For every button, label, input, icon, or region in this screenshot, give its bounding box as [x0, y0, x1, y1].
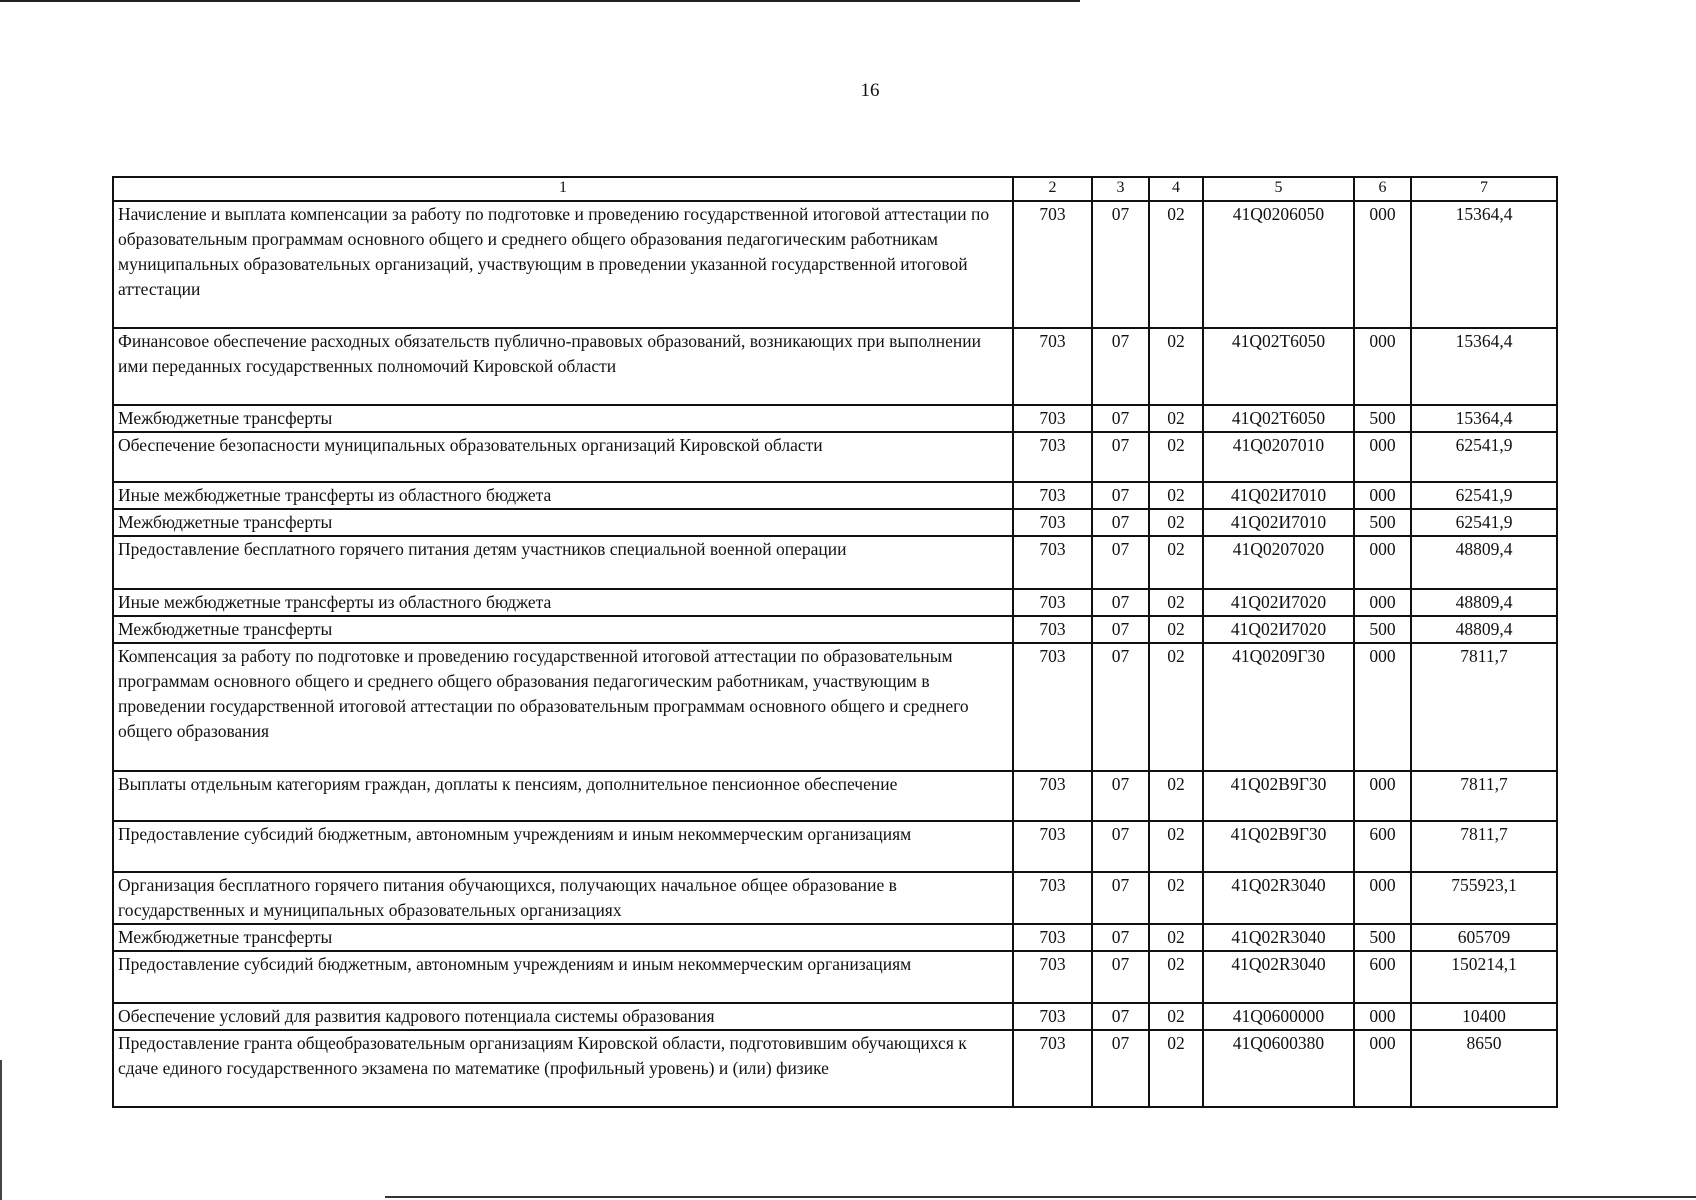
row-col-5: 41Q02И7020: [1203, 589, 1354, 616]
table-row: [113, 536, 1557, 589]
row-col-4: 02: [1149, 951, 1203, 1003]
row-col-6: 600: [1354, 821, 1411, 872]
row-col-7: 7811,7: [1411, 771, 1557, 821]
row-col-7: 62541,9: [1411, 509, 1557, 536]
row-col-7: 755923,1: [1411, 872, 1557, 924]
row-col-3: 07: [1092, 643, 1149, 771]
row-col-6: 000: [1354, 432, 1411, 482]
row-col-6: 000: [1354, 771, 1411, 821]
row-col-4: 02: [1149, 589, 1203, 616]
row-col-3: 07: [1092, 328, 1149, 405]
row-col-6: 000: [1354, 1030, 1411, 1107]
row-col-4: 02: [1149, 482, 1203, 509]
row-col-3: 07: [1092, 432, 1149, 482]
row-col-4: 02: [1149, 924, 1203, 951]
row-col-6: 000: [1354, 536, 1411, 589]
row-col-6: 500: [1354, 616, 1411, 643]
row-col-7: 15364,4: [1411, 405, 1557, 432]
row-col-2: 703: [1013, 482, 1092, 509]
table-row: [113, 924, 1557, 951]
row-name: Финансовое обеспечение расходных обязательств публично-правовых образований, возникающих при выполнении ими переданных государственных полномочий Кировской области: [113, 328, 1013, 405]
row-col-6: 500: [1354, 405, 1411, 432]
row-col-4: 02: [1149, 201, 1203, 328]
row-col-2: 703: [1013, 536, 1092, 589]
row-col-7: 15364,4: [1411, 328, 1557, 405]
table-row: [113, 509, 1557, 536]
row-name: Обеспечение безопасности муниципальных образовательных организаций Кировской области: [113, 432, 1013, 482]
header-col-7: 7: [1411, 177, 1557, 201]
row-col-7: 48809,4: [1411, 616, 1557, 643]
row-col-2: 703: [1013, 924, 1092, 951]
row-col-5: 41Q02R3040: [1203, 872, 1354, 924]
header-col-4: 4: [1149, 177, 1203, 201]
row-col-3: 07: [1092, 821, 1149, 872]
row-col-7: 62541,9: [1411, 482, 1557, 509]
row-col-5: 41Q02Т6050: [1203, 405, 1354, 432]
row-name: Обеспечение условий для развития кадрового потенциала системы образования: [113, 1003, 1013, 1030]
row-col-3: 07: [1092, 509, 1149, 536]
scan-edge-left: [0, 1060, 2, 1200]
row-col-2: 703: [1013, 643, 1092, 771]
row-col-2: 703: [1013, 509, 1092, 536]
row-col-7: 7811,7: [1411, 643, 1557, 771]
row-col-2: 703: [1013, 872, 1092, 924]
row-col-7: 48809,4: [1411, 589, 1557, 616]
table-row: [113, 951, 1557, 1003]
row-col-6: 000: [1354, 1003, 1411, 1030]
row-col-4: 02: [1149, 509, 1203, 536]
row-col-4: 02: [1149, 872, 1203, 924]
row-col-4: 02: [1149, 432, 1203, 482]
table-row: [113, 405, 1557, 432]
row-name: Компенсация за работу по подготовке и проведению государственной итоговой аттестации по образовательным программам основного общего и среднего общего образования педагогическим работникам, участвующим в проведении государственной итоговой аттестации по образовательным программам основного общего и среднего общего образования: [113, 643, 1013, 771]
row-col-2: 703: [1013, 616, 1092, 643]
row-col-6: 000: [1354, 589, 1411, 616]
row-name: Межбюджетные трансферты: [113, 616, 1013, 643]
row-col-5: 41Q0209Г30: [1203, 643, 1354, 771]
scan-edge-bottom: [385, 1196, 1696, 1198]
row-col-2: 703: [1013, 432, 1092, 482]
row-col-6: 500: [1354, 924, 1411, 951]
row-col-7: 48809,4: [1411, 536, 1557, 589]
header-col-1: 1: [113, 177, 1013, 201]
row-col-3: 07: [1092, 201, 1149, 328]
row-name: Предоставление гранта общеобразовательным организациям Кировской области, подготовившим обучающихся к сдаче единого государственного экзамена по математике (профильный уровень) и (или) физике: [113, 1030, 1013, 1107]
row-col-6: 600: [1354, 951, 1411, 1003]
row-name: Начисление и выплата компенсации за работу по подготовке и проведению государственной итоговой аттестации по образовательным программам основного общего и среднего общего образования педагогическим работникам муниципальных образовательных организаций, участвующим в проведении указанной государственной итоговой аттестации: [113, 201, 1013, 328]
row-col-3: 07: [1092, 616, 1149, 643]
row-name: Межбюджетные трансферты: [113, 924, 1013, 951]
row-col-6: 000: [1354, 328, 1411, 405]
row-col-3: 07: [1092, 536, 1149, 589]
row-col-2: 703: [1013, 589, 1092, 616]
page-number: 16: [860, 80, 880, 101]
budget-table: [112, 176, 1558, 1108]
row-name: Межбюджетные трансферты: [113, 509, 1013, 536]
row-col-7: 605709: [1411, 924, 1557, 951]
row-col-2: 703: [1013, 328, 1092, 405]
row-col-3: 07: [1092, 771, 1149, 821]
table-row: [113, 1003, 1557, 1030]
row-col-2: 703: [1013, 405, 1092, 432]
row-col-5: 41Q02И7010: [1203, 509, 1354, 536]
table-row: [113, 771, 1557, 821]
row-col-5: 41Q0207010: [1203, 432, 1354, 482]
row-col-4: 02: [1149, 1003, 1203, 1030]
row-name: Предоставление бесплатного горячего питания детям участников специальной военной операции: [113, 536, 1013, 589]
row-col-6: 000: [1354, 201, 1411, 328]
row-name: Предоставление субсидий бюджетным, автономным учреждениям и иным некоммерческим организациям: [113, 821, 1013, 872]
row-col-5: 41Q0207020: [1203, 536, 1354, 589]
table-row: [113, 643, 1557, 771]
row-col-3: 07: [1092, 482, 1149, 509]
row-col-4: 02: [1149, 771, 1203, 821]
row-name: Межбюджетные трансферты: [113, 405, 1013, 432]
row-col-5: 41Q02R3040: [1203, 924, 1354, 951]
row-col-3: 07: [1092, 951, 1149, 1003]
header-col-6: 6: [1354, 177, 1411, 201]
row-col-6: 000: [1354, 643, 1411, 771]
row-col-3: 07: [1092, 405, 1149, 432]
row-col-7: 62541,9: [1411, 432, 1557, 482]
table-row: [113, 872, 1557, 924]
row-col-3: 07: [1092, 589, 1149, 616]
row-col-2: 703: [1013, 1030, 1092, 1107]
table-row: [113, 821, 1557, 872]
header-col-5: 5: [1203, 177, 1354, 201]
table-row: [113, 201, 1557, 328]
row-col-7: 7811,7: [1411, 821, 1557, 872]
row-col-7: 150214,1: [1411, 951, 1557, 1003]
row-col-2: 703: [1013, 771, 1092, 821]
row-col-3: 07: [1092, 872, 1149, 924]
row-col-5: 41Q02И7010: [1203, 482, 1354, 509]
row-name: Организация бесплатного горячего питания обучающихся, получающих начальное общее образование в государственных и муниципальных образовательных организациях: [113, 872, 1013, 924]
row-col-2: 703: [1013, 1003, 1092, 1030]
row-col-4: 02: [1149, 1030, 1203, 1107]
row-col-5: 41Q02И7020: [1203, 616, 1354, 643]
table-row: [113, 616, 1557, 643]
table-row: [113, 589, 1557, 616]
row-col-5: 41Q0600000: [1203, 1003, 1354, 1030]
row-col-5: 41Q02В9Г30: [1203, 771, 1354, 821]
row-name: Выплаты отдельным категориям граждан, доплаты к пенсиям, дополнительное пенсионное обеспечение: [113, 771, 1013, 821]
row-col-7: 15364,4: [1411, 201, 1557, 328]
header-col-3: 3: [1092, 177, 1149, 201]
row-name: Иные межбюджетные трансферты из областного бюджета: [113, 482, 1013, 509]
table-row: [113, 482, 1557, 509]
row-col-3: 07: [1092, 1003, 1149, 1030]
table-row: [113, 1030, 1557, 1107]
row-col-6: 000: [1354, 872, 1411, 924]
row-col-4: 02: [1149, 643, 1203, 771]
row-name: Иные межбюджетные трансферты из областного бюджета: [113, 589, 1013, 616]
row-col-5: 41Q02R3040: [1203, 951, 1354, 1003]
row-col-5: 41Q0206050: [1203, 201, 1354, 328]
row-col-3: 07: [1092, 1030, 1149, 1107]
row-col-2: 703: [1013, 201, 1092, 328]
row-col-4: 02: [1149, 536, 1203, 589]
table-row: [113, 328, 1557, 405]
header-row: [113, 177, 1557, 201]
row-col-2: 703: [1013, 951, 1092, 1003]
row-col-6: 000: [1354, 482, 1411, 509]
row-col-3: 07: [1092, 924, 1149, 951]
row-col-4: 02: [1149, 821, 1203, 872]
row-col-5: 41Q02В9Г30: [1203, 821, 1354, 872]
row-col-7: 8650: [1411, 1030, 1557, 1107]
row-col-4: 02: [1149, 616, 1203, 643]
row-col-5: 41Q0600380: [1203, 1030, 1354, 1107]
header-col-2: 2: [1013, 177, 1092, 201]
row-col-5: 41Q02Т6050: [1203, 328, 1354, 405]
table-row: [113, 432, 1557, 482]
row-col-2: 703: [1013, 821, 1092, 872]
row-col-4: 02: [1149, 328, 1203, 405]
row-col-4: 02: [1149, 405, 1203, 432]
row-col-7: 10400: [1411, 1003, 1557, 1030]
row-col-6: 500: [1354, 509, 1411, 536]
row-name: Предоставление субсидий бюджетным, автономным учреждениям и иным некоммерческим организациям: [113, 951, 1013, 1003]
scan-edge-top: [0, 0, 1080, 2]
